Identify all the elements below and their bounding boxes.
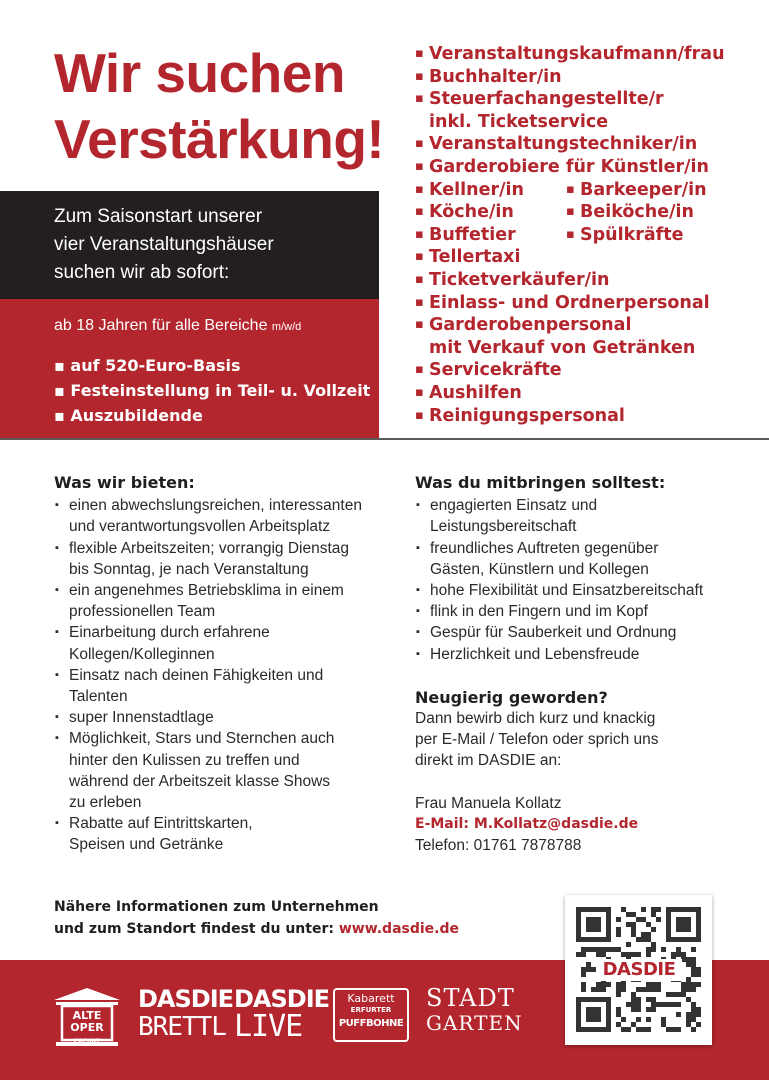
job-pair	[415, 201, 769, 224]
logo-text: ALTE	[72, 1009, 102, 1022]
offer-item-line: einen abwechslungsreichen, interessanten	[69, 497, 362, 515]
requirement-item	[415, 580, 755, 601]
offer-item-line: und verantwortungsvollen Arbeitsplatz	[69, 518, 331, 536]
job-item: ▪ Buffetier	[415, 224, 516, 245]
more-info-text	[54, 896, 534, 940]
logo-text: OPER	[70, 1021, 104, 1034]
offer-item-line: bis Sonntag, je nach Veranstaltung	[69, 560, 309, 578]
requirement-item-line: Herzlichkeit und Lebensfreude	[430, 645, 640, 663]
logo-text: BRETTL	[138, 1012, 226, 1042]
logo-text: DASDIE	[234, 985, 330, 1013]
logo-text: STADT	[426, 984, 515, 1012]
offer-item-line: während der Arbeitszeit klasse Shows	[69, 772, 331, 790]
offer-item	[54, 495, 394, 537]
offer-item	[54, 728, 394, 813]
website-link[interactable]: www.dasdie.de	[338, 921, 460, 937]
requirements-section	[415, 472, 755, 856]
dasdie-live-logo	[234, 985, 330, 1044]
job-item: ▪ Veranstaltungskaufmann/frau	[415, 44, 725, 64]
job-item: ▪ Garderobenpersonal	[415, 315, 632, 336]
offer-item	[54, 538, 394, 580]
requirement-item-line: Gästen, Künstlern und Kollegen	[430, 560, 649, 578]
job-item: ▪ Tellertaxi	[415, 247, 521, 268]
logo-text: GARTEN	[426, 1011, 523, 1035]
logo-text: LIVE	[234, 1009, 303, 1044]
job-item: ▪ Kellner/in	[415, 179, 524, 200]
offer-item-line: zu erleben	[69, 794, 142, 812]
job-item: ▪ Einlass- und Ordnerpersonal	[415, 292, 710, 313]
requirement-item	[415, 495, 755, 537]
offer-item-line: professionellen Team	[69, 603, 216, 621]
contact-name: Frau Manuela Kollatz	[415, 794, 562, 812]
age-line	[54, 317, 301, 335]
offer-item-line: ein angenehmes Betriebsklima in einem	[69, 582, 344, 600]
job-item: ▪ Ticketverkäufer/in	[415, 269, 610, 290]
offer-item-line: hinter den Kulissen zu treffen und	[69, 751, 300, 769]
requirement-item	[415, 622, 755, 643]
logo-text: PUFFBOHNE	[338, 1018, 404, 1029]
job-item: ▪ Garderobiere für Künstler/in	[415, 156, 709, 177]
offer-item	[54, 622, 394, 664]
requirement-item	[415, 538, 755, 580]
offer-list	[54, 495, 394, 855]
job-item: ▪ Servicekräfte	[415, 360, 562, 381]
requirement-item	[415, 644, 755, 665]
alte-oper-logo	[50, 986, 124, 1048]
offer-item	[54, 665, 394, 707]
employment-item: ▪ auf 520-Euro-Basis	[54, 353, 370, 378]
headline-line-1: Wir suchen	[54, 42, 345, 104]
gender-note: m/w/d	[271, 321, 302, 333]
requirement-item-line: freundliches Auftreten gegenüber	[430, 539, 659, 557]
offer-item	[54, 813, 394, 855]
requirement-item-line: Leistungsbereitschaft	[430, 518, 577, 536]
requirement-item-line: hohe Flexibilität und Einsatzbereitschaft	[430, 582, 704, 600]
offer-item-line: Kollegen/Kolleginnen	[69, 645, 215, 663]
section-divider	[0, 438, 769, 440]
offer-item-line: Rabatte auf Eintrittskarten,	[69, 815, 253, 833]
requirement-item-line: engagierten Einsatz und	[430, 497, 598, 515]
intro-text	[54, 203, 374, 287]
job-item-continuation: inkl. Ticketservice	[429, 111, 609, 132]
age-text: ab 18 Jahren für alle Bereiche	[54, 317, 268, 334]
intro-line: suchen wir ab sofort:	[54, 262, 230, 283]
age-box	[0, 299, 379, 438]
job-item: ▪ Veranstaltungstechniker/in	[415, 134, 698, 155]
employment-item: ▪ Festeinstellung in Teil- u. Vollzeit	[54, 378, 370, 403]
job-pair	[415, 179, 769, 202]
more-info-line: und zum Standort findest du unter:	[54, 921, 339, 937]
offer-item-line: Talenten	[69, 688, 128, 706]
apply-text	[415, 708, 755, 772]
logo-text: Kabarett	[347, 992, 395, 1005]
qr-brand-label: DASDIE	[596, 959, 682, 981]
apply-line: direkt im DASDIE an:	[415, 752, 562, 770]
requirements-list	[415, 495, 755, 665]
offer-item-line: Möglichkeit, Stars und Sternchen auch	[69, 730, 335, 748]
job-item: ▪ Beiköche/in	[566, 202, 694, 223]
offer-item	[54, 707, 394, 728]
intro-box	[0, 191, 379, 299]
apply-line: per E-Mail / Telefon oder sprich uns	[415, 731, 659, 749]
job-list	[415, 43, 769, 427]
job-item: ▪ Buchhalter/in	[415, 66, 562, 87]
contact-email-link[interactable]: E-Mail: M.Kollatz@dasdie.de	[415, 815, 639, 832]
intro-line: vier Veranstaltungshäuser	[54, 234, 274, 255]
job-item: ▪ Reinigungspersonal	[415, 405, 625, 426]
job-item: ▪ Aushilfen	[415, 382, 522, 403]
requirements-title: Was du mitbringen solltest:	[415, 473, 666, 492]
contact-phone: Telefon: 01761 7878788	[415, 837, 582, 855]
employment-list	[54, 353, 370, 428]
offer-item-line: Einarbeitung durch erfahrene	[69, 624, 270, 642]
employment-item: ▪ Auszubildende	[54, 403, 370, 428]
offer-title: Was wir bieten:	[54, 473, 195, 492]
headline	[54, 40, 384, 172]
dasdie-brettl-logo	[138, 985, 234, 1042]
offer-item-line: flexible Arbeitszeiten; vorrangig Dienstag	[69, 539, 350, 557]
job-item: ▪ Barkeeper/in	[566, 179, 707, 200]
requirement-item-line: Gespür für Sauberkeit und Ordnung	[430, 624, 677, 642]
offer-item-line: Einsatz nach deinen Fähigkeiten und	[69, 666, 324, 684]
job-item: ▪ Köche/in	[415, 202, 514, 223]
logo-text: ERFURTER	[350, 1006, 392, 1014]
apply-line: Dann bewirb dich kurz und knackig	[415, 710, 656, 728]
qr-code[interactable]	[565, 895, 712, 1045]
job-item: ▪ Steuerfachangestellte/r	[415, 89, 664, 110]
stadtgarten-logo	[426, 986, 536, 1036]
offer-item-line: Speisen und Getränke	[69, 836, 224, 854]
offer-item	[54, 580, 394, 622]
job-item: ▪ Spülkräfte	[566, 224, 684, 245]
more-info-line: Nähere Informationen zum Unternehmen	[54, 899, 379, 915]
job-item-continuation: mit Verkauf von Getränken	[429, 337, 696, 358]
headline-line-2: Verstärkung!	[54, 108, 385, 170]
requirement-item-line: flink in den Fingern und im Kopf	[430, 603, 648, 621]
offer-section	[54, 472, 394, 856]
job-pair	[415, 224, 769, 247]
logo-text: DASDIE	[138, 985, 234, 1013]
intro-line: Zum Saisonstart unserer	[54, 206, 263, 227]
puffbohne-logo	[333, 988, 409, 1042]
curious-title: Neugierig geworden?	[415, 687, 608, 707]
offer-item-line: super Innenstadtlage	[69, 709, 214, 727]
requirement-item	[415, 601, 755, 622]
logo-text: ERFURT	[73, 1038, 101, 1045]
